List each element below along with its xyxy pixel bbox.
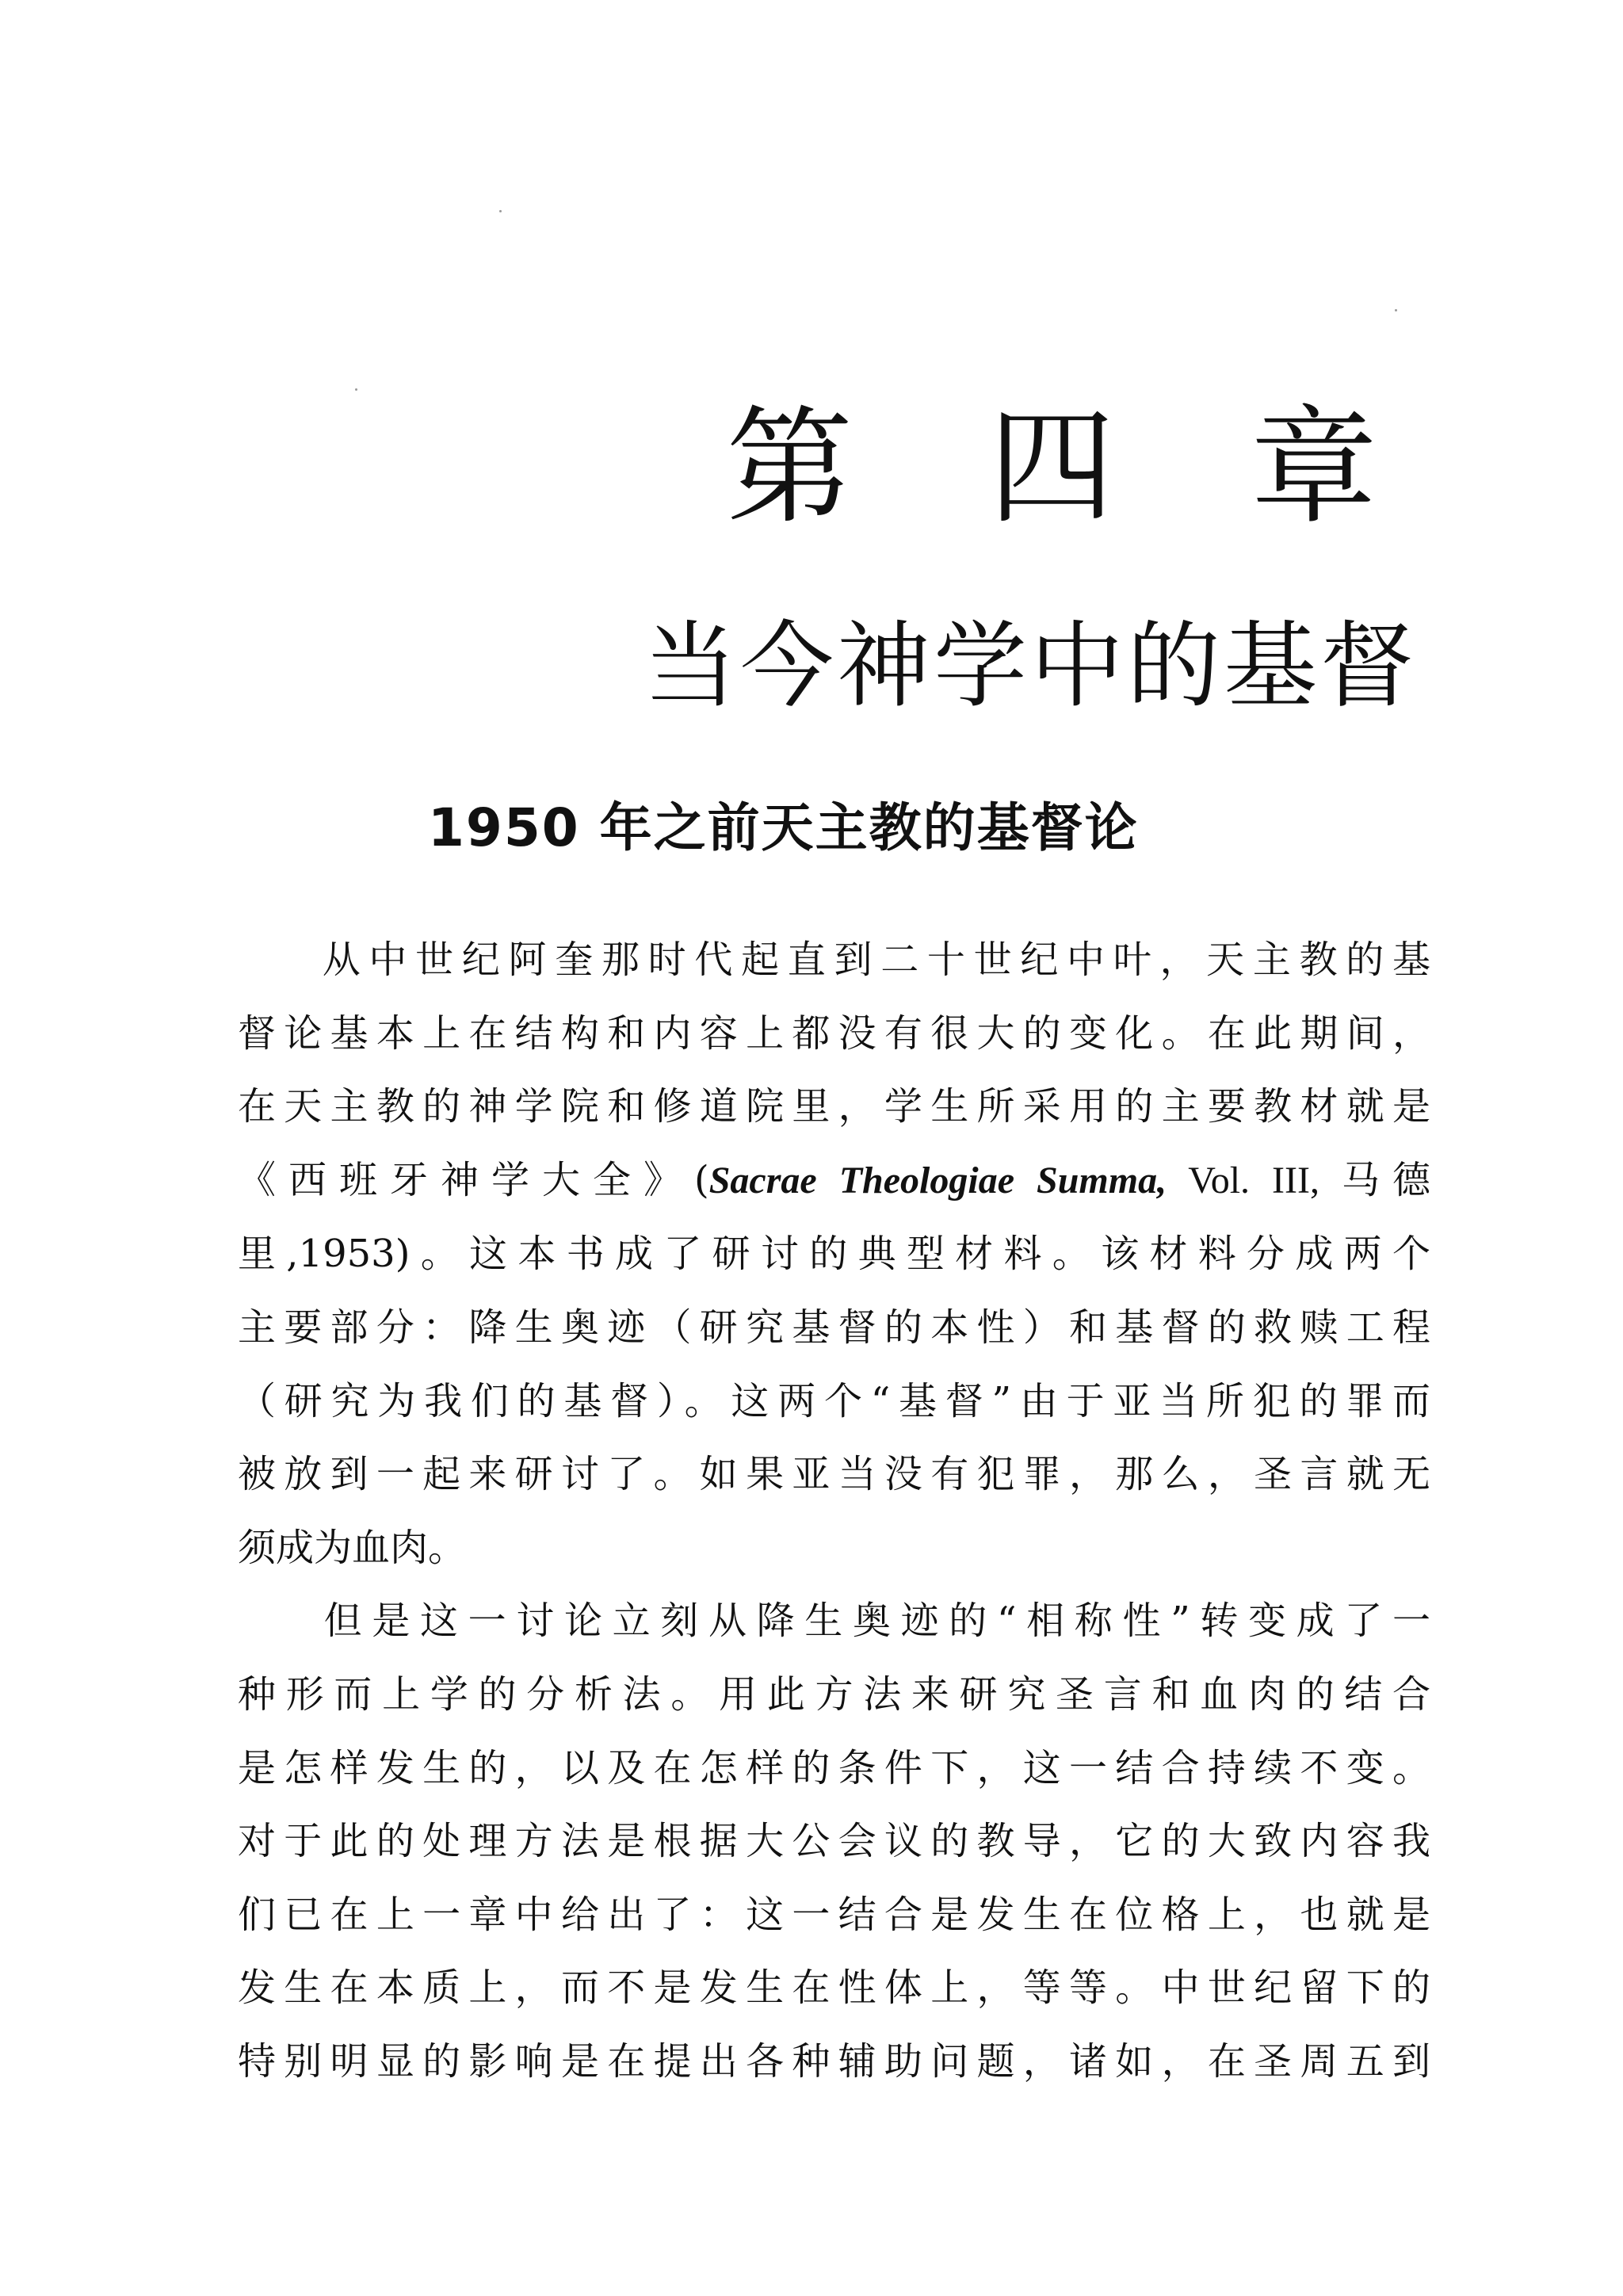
text-line: 督论基本上在结构和内容上都没有很大的变化。在此期间， (238, 1010, 1430, 1056)
book-title-latin: Sacrae Theologiae Summa, (708, 1159, 1167, 1201)
text-line: 种形而上学的分析法。用此方法来研究圣言和血肉的结合 (238, 1671, 1430, 1717)
chapter-title: 当今神学中的基督 (643, 611, 1417, 720)
text-line: 在天主教的神学院和修道院里，学生所采用的主要教材就是 (238, 1084, 1430, 1129)
text-line: 是怎样发生的，以及在怎样的条件下，这一结合持续不变。 (238, 1745, 1430, 1790)
text-line-content: 马德 (1341, 1157, 1430, 1202)
text-line-content: 但是这一讨论立刻从降生奥迹的“相称性”转变成了一 (314, 1599, 1430, 1644)
book-title-chinese: 《西班牙神学大全》( (238, 1157, 709, 1202)
body-text (238, 923, 1430, 2099)
text-line: （研究为我们的基督）。这两个“基督”由于亚当所犯的罪而 (238, 1378, 1430, 1423)
text-line: 主要部分：降生奥迹（研究基督的本性）和基督的救赎工程 (238, 1305, 1430, 1350)
volume-reference: Vol. III, (1167, 1159, 1342, 1201)
text-line: 发生在本质上，而不是发生在性体上，等等。中世纪留下的 (238, 1966, 1430, 2011)
paragraph-2 (238, 1584, 1430, 2098)
text-line: 里,1953)。这本书成了研讨的典型材料。该材料分成两个 (238, 1232, 1430, 1277)
scan-speck (499, 210, 502, 212)
text-line (238, 1144, 1430, 1218)
scan-speck (355, 388, 357, 391)
text-line: 们已在上一章中给出了：这一结合是发生在位格上，也就是 (238, 1892, 1430, 1937)
text-line: 须成为血肉。 (238, 1525, 467, 1570)
text-line: 被放到一起来研讨了。如果亚当没有犯罪，那么，圣言就无 (238, 1452, 1430, 1497)
text-line (238, 1584, 1430, 1658)
scan-speck (1395, 309, 1397, 311)
text-line-content: 从中世纪阿奎那时代起直到二十世纪中叶，天主教的基 (314, 938, 1430, 982)
paragraph-1 (238, 923, 1430, 1584)
text-line (238, 923, 1430, 997)
text-line: 特别明显的影响是在提出各种辅助问题，诸如，在圣周五到 (238, 2038, 1430, 2084)
chapter-number: 第 四 章 (726, 393, 1425, 541)
section-heading: 1950 年之前天主教的基督论 (428, 797, 1139, 858)
text-line: 对于此的处理方法是根据大公会议的教导，它的大致内容我 (238, 1819, 1430, 1864)
